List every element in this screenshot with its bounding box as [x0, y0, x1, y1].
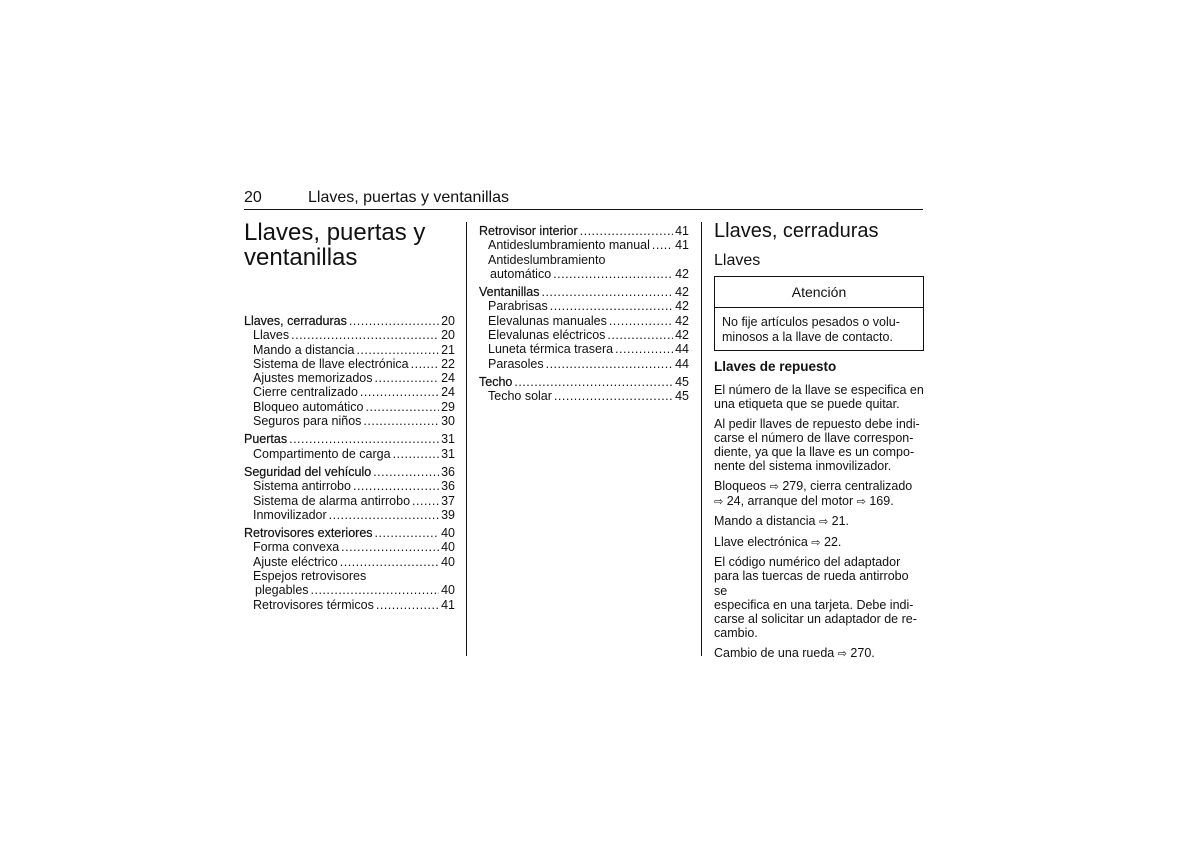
toc-leader-dots — [329, 508, 439, 522]
toc-leader-dots — [546, 357, 674, 371]
toc-leader-dots — [356, 343, 439, 357]
toc-leader-dots — [373, 465, 439, 479]
toc-label: Elevalunas eléctricos — [488, 328, 606, 343]
toc-label: Parabrisas — [488, 299, 548, 314]
running-header-title: Llaves, puertas y ventanillas — [308, 189, 509, 206]
toc-label: automático — [490, 266, 552, 281]
toc-page-number: 42 — [675, 299, 689, 314]
toc-label: Seguros para niños — [253, 414, 362, 429]
toc-entry[interactable] — [244, 371, 455, 385]
toc-leader-dots — [580, 224, 673, 238]
page-number: 20 — [244, 189, 262, 206]
toc-leader-dots — [289, 432, 439, 446]
toc-entry[interactable] — [244, 447, 455, 461]
toc-page-number: 44 — [675, 342, 689, 357]
toc-entry[interactable] — [244, 414, 455, 428]
toc-entry-heading[interactable] — [244, 314, 455, 328]
cross-reference-icon: ⇨ — [769, 480, 779, 493]
toc-label: Puertas — [244, 432, 288, 447]
toc-leader-dots — [652, 238, 673, 252]
toc-entry-heading[interactable] — [244, 465, 455, 479]
toc-entry-heading[interactable] — [479, 285, 689, 299]
toc-page-number: 44 — [675, 356, 689, 371]
toc-label: Llaves — [253, 328, 290, 343]
toc-label: Ajuste eléctrico — [253, 554, 338, 569]
toc-column-middle — [479, 224, 689, 408]
toc-leader-dots — [340, 555, 439, 569]
toc-page-number: 36 — [441, 464, 455, 479]
toc-group — [479, 224, 689, 281]
toc-label: Techo — [479, 374, 513, 389]
toc-leader-dots — [349, 314, 439, 328]
column-divider — [466, 222, 467, 656]
toc-entry[interactable] — [479, 299, 689, 313]
toc-label: Sistema antirrobo — [253, 479, 351, 494]
toc-label: Parasoles — [488, 356, 544, 371]
toc-leader-dots — [353, 479, 439, 493]
toc-entry[interactable] — [479, 314, 689, 328]
toc-page-number: 40 — [441, 554, 455, 569]
toc-page-number: 42 — [675, 266, 689, 281]
toc-leader-dots — [375, 371, 440, 385]
toc-entry[interactable] — [244, 555, 455, 569]
toc-page-number: 36 — [441, 479, 455, 494]
toc-leader-dots — [553, 267, 673, 281]
toc-column-left — [244, 220, 455, 616]
toc-label: Luneta térmica trasera — [488, 342, 614, 357]
toc-leader-dots — [514, 375, 673, 389]
toc-leader-dots — [609, 314, 673, 328]
toc-leader-dots — [393, 447, 440, 461]
toc-leader-dots — [311, 583, 440, 597]
toc-group — [479, 375, 689, 404]
toc-entry-heading[interactable] — [244, 432, 455, 446]
toc-page-number: 31 — [441, 446, 455, 461]
toc-label: Retrovisores exteriores — [244, 526, 373, 541]
toc-leader-dots — [550, 299, 673, 313]
toc-entry[interactable] — [244, 583, 455, 597]
toc-leader-dots — [607, 328, 673, 342]
cross-reference-icon: ⇨ — [837, 647, 847, 660]
chapter-title: Llaves, puertas y ventanillas — [244, 219, 426, 271]
toc-label: Espejos retrovisores — [253, 569, 367, 584]
toc-page-number: 40 — [441, 526, 455, 541]
paragraph: El número de la llave se especifica en una etiqueta que se puede quitar. — [714, 383, 924, 412]
toc-group — [244, 526, 455, 612]
toc-group — [244, 432, 455, 461]
toc-label: Ventanillas — [479, 285, 540, 300]
toc-label: Retrovisor interior — [479, 224, 578, 238]
toc-leader-dots — [376, 598, 439, 612]
paragraph: Llave electrónica ⇨ 22. — [714, 534, 842, 549]
toc-entry[interactable] — [244, 385, 455, 399]
toc-page-number: 39 — [441, 507, 455, 522]
toc-label: Forma convexa — [253, 540, 340, 555]
paragraph: Mando a distancia ⇨ 21. — [714, 514, 850, 529]
toc-group — [244, 314, 455, 428]
toc-label: Mando a distancia — [253, 342, 355, 357]
toc-entry[interactable] — [479, 328, 689, 342]
toc-group — [244, 465, 455, 522]
notice-heading: Atención — [715, 277, 923, 308]
column-divider — [701, 222, 702, 656]
toc-page-number: 41 — [441, 597, 455, 612]
toc-entry[interactable] — [479, 342, 689, 356]
toc-label: Bloqueo automático — [253, 399, 364, 414]
toc-label: Inmovilizador — [253, 507, 327, 522]
toc-entry[interactable] — [479, 389, 689, 403]
toc-page-number: 41 — [675, 224, 689, 238]
toc-page-number: 42 — [675, 328, 689, 343]
toc-group — [479, 285, 689, 371]
toc-page-number: 24 — [441, 385, 455, 400]
toc-entry[interactable] — [244, 343, 455, 357]
toc-page-number: 24 — [441, 371, 455, 386]
toc-leader-dots — [360, 385, 439, 399]
toc-leader-dots — [554, 389, 673, 403]
toc-leader-dots — [291, 328, 439, 342]
toc-entry[interactable] — [244, 357, 455, 371]
toc-page-number: 45 — [675, 374, 689, 389]
toc-leader-dots — [411, 357, 439, 371]
toc-entry[interactable] — [244, 540, 455, 554]
toc-page-number: 40 — [441, 583, 455, 598]
toc-page-number: 22 — [441, 356, 455, 371]
toc-label: Elevalunas manuales — [488, 313, 607, 328]
toc-page-number: 29 — [441, 399, 455, 414]
notice-text: No fije artículos pesados o volu- minosos a la llave de contacto. — [722, 315, 900, 344]
table-of-contents — [244, 314, 455, 612]
paragraph: Al pedir llaves de repuesto debe indi- carse el número de llave correspon- diente, ya que la llave es un compo- nente del sistema inmovilizador. — [714, 416, 920, 474]
toc-label: Ajustes memorizados — [253, 371, 373, 386]
toc-entry[interactable] — [244, 494, 455, 508]
toc-entry[interactable] — [244, 479, 455, 493]
toc-entry-line — [479, 253, 689, 267]
cross-reference-icon: ⇨ — [811, 536, 821, 549]
toc-entry[interactable] — [244, 508, 455, 522]
toc-label: Cierre centralizado — [253, 385, 358, 400]
content-column — [714, 220, 924, 666]
toc-entry[interactable] — [244, 328, 455, 342]
toc-entry-line — [244, 569, 455, 583]
paragraph: Cambio de una rueda ⇨ 270. — [714, 645, 875, 660]
toc-entry-heading[interactable] — [479, 224, 689, 238]
toc-page-number: 37 — [441, 493, 455, 508]
toc-label: Retrovisores térmicos — [253, 597, 374, 612]
toc-label: Llaves, cerraduras — [244, 314, 347, 328]
attention-notice — [714, 276, 924, 351]
toc-page-number: 20 — [441, 314, 455, 328]
page-header — [244, 189, 923, 210]
toc-page-number: 31 — [441, 432, 455, 447]
toc-entry[interactable] — [244, 400, 455, 414]
paragraph: El código numérico del adaptador para las tuercas de rueda antirrobo se especifica en una tarjeta. Debe indi- carse al solicitar un adaptador de re- cambio. — [714, 554, 917, 641]
toc-leader-dots — [363, 414, 439, 428]
toc-page-number: 40 — [441, 540, 455, 555]
toc-page-number: 41 — [675, 238, 689, 253]
toc-entry[interactable] — [479, 267, 689, 281]
toc-page-number: 20 — [441, 328, 455, 343]
toc-label: plegables — [255, 583, 309, 598]
toc-entry-heading[interactable] — [244, 526, 455, 540]
toc-page-number: 42 — [675, 313, 689, 328]
table-of-contents — [479, 224, 689, 404]
toc-leader-dots — [412, 494, 439, 508]
section-title: Llaves, cerraduras — [714, 220, 879, 242]
cross-reference-icon: ⇨ — [856, 496, 866, 509]
toc-label: Seguridad del vehículo — [244, 464, 372, 479]
toc-entry[interactable] — [479, 238, 689, 252]
toc-entry[interactable] — [244, 598, 455, 612]
toc-page-number: 45 — [675, 389, 689, 404]
toc-entry-heading[interactable] — [479, 375, 689, 389]
toc-label: Compartimento de carga — [253, 446, 391, 461]
cross-reference-icon: ⇨ — [714, 496, 724, 509]
toc-page-number: 42 — [675, 285, 689, 300]
toc-label: Sistema de alarma antirrobo — [253, 493, 411, 508]
toc-page-number: 30 — [441, 414, 455, 429]
toc-leader-dots — [615, 342, 673, 356]
toc-entry[interactable] — [479, 357, 689, 371]
paragraph: Bloqueos ⇨ 279, cierra centralizado ⇨ 24, arranque del motor ⇨ 169. — [714, 478, 913, 509]
toc-label: Techo solar — [488, 389, 552, 404]
cross-reference-icon: ⇨ — [818, 516, 829, 529]
toc-leader-dots — [375, 526, 440, 540]
subsection-title: Llaves — [714, 252, 761, 269]
toc-page-number: 21 — [441, 342, 455, 357]
toc-leader-dots — [366, 400, 440, 414]
spare-keys-heading: Llaves de repuesto — [714, 359, 837, 374]
toc-leader-dots — [341, 540, 439, 554]
toc-label: Antideslumbramiento — [488, 252, 606, 267]
toc-label: Sistema de llave electrónica — [253, 356, 409, 371]
toc-label: Antideslumbramiento manual — [488, 238, 650, 253]
toc-leader-dots — [541, 285, 673, 299]
